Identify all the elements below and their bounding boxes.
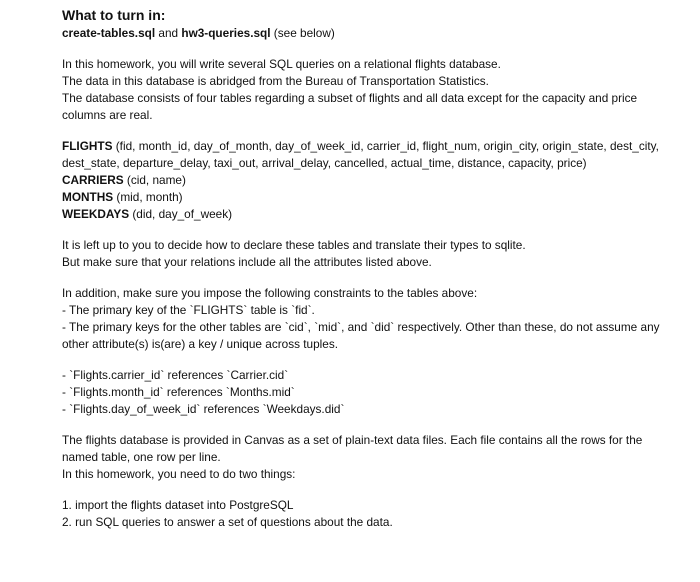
constraints-paragraph <box>62 285 667 353</box>
see-below-note: (see below) <box>270 26 335 40</box>
reference-item: - `Flights.month_id` references `Months.mid` <box>62 385 295 399</box>
schema-flights <box>62 138 667 172</box>
dataset-paragraph <box>62 432 667 483</box>
task-item: 2. run SQL queries to answer a set of questions about the data. <box>62 515 393 529</box>
assignment-document <box>62 6 667 531</box>
dataset-line: The flights database is provided in Canvas as a set of plain-text data files. Each file contains all the rows for the named table, one row per line. <box>62 433 643 464</box>
constraints-line: In addition, make sure you impose the following constraints to the tables above: <box>62 286 478 300</box>
constraints-line: - The primary keys for the other tables are `cid`, `mid`, and `did` respectively. Other than these, do not assume any other attribute(s) is(are) a key / unique across tuples. <box>62 320 660 351</box>
intro-line: The data in this database is abridged from the Bureau of Transportation Statistics. <box>62 74 489 88</box>
declare-paragraph <box>62 237 667 271</box>
file-name-create-tables: create-tables.sql <box>62 26 156 40</box>
table-name: WEEKDAYS <box>62 207 130 221</box>
conjunction: and <box>155 26 182 40</box>
tasks-list <box>62 497 667 531</box>
schema-definitions <box>62 138 667 223</box>
page-title: What to turn in: <box>62 7 166 23</box>
declare-line: But make sure that your relations include all the attributes listed above. <box>62 255 432 269</box>
schema-months <box>62 189 667 206</box>
reference-item: - `Flights.carrier_id` references `Carrier.cid` <box>62 368 289 382</box>
turn-in-files <box>62 25 667 42</box>
dataset-line: In this homework, you need to do two things: <box>62 467 296 481</box>
file-name-queries: hw3-queries.sql <box>181 26 271 40</box>
table-name: CARRIERS <box>62 173 124 187</box>
table-name: FLIGHTS <box>62 139 113 153</box>
table-columns: (cid, name) <box>123 173 186 187</box>
table-columns: (did, day_of_week) <box>129 207 233 221</box>
table-name: MONTHS <box>62 190 114 204</box>
declare-line: It is left up to you to decide how to declare these tables and translate their types to sqlite. <box>62 238 526 252</box>
table-columns: (fid, month_id, day_of_month, day_of_week_id, carrier_id, flight_num, origin_city, origin_state, dest_city, dest_state, departure_delay, taxi_out, arrival_delay, cancelled, actual_time, distance, capacity, price) <box>62 139 659 170</box>
intro-line: The database consists of four tables regarding a subset of flights and all data except for the capacity and price columns are real. <box>62 91 638 122</box>
schema-weekdays <box>62 206 667 223</box>
table-columns: (mid, month) <box>113 190 183 204</box>
intro-paragraph <box>62 56 667 124</box>
constraints-line: - The primary key of the `FLIGHTS` table is `fid`. <box>62 303 315 317</box>
reference-item: - `Flights.day_of_week_id` references `Weekdays.did` <box>62 402 345 416</box>
references-list <box>62 367 667 418</box>
task-item: 1. import the flights dataset into PostgreSQL <box>62 498 294 512</box>
intro-line: In this homework, you will write several SQL queries on a relational flights database. <box>62 57 501 71</box>
schema-carriers <box>62 172 667 189</box>
